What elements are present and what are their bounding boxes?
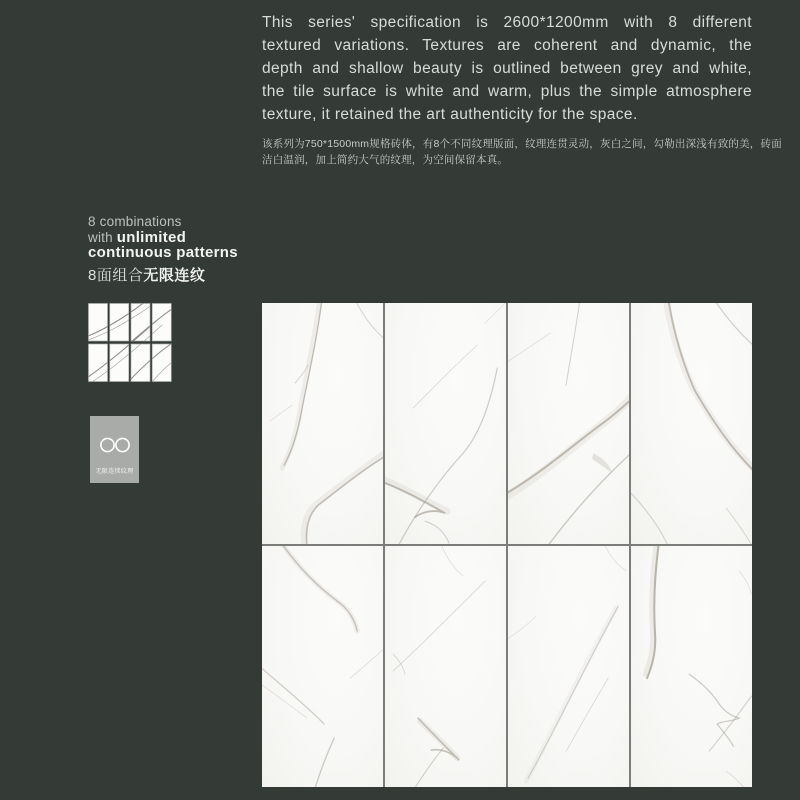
marble-texture <box>385 546 506 787</box>
combination-grid-icon-svg <box>88 303 172 382</box>
marble-tile-r2c4 <box>631 546 752 787</box>
intro-en-line-4: the tile surface is white and warm, plus the simple atmosphere <box>262 82 752 100</box>
marble-tile-r2c2 <box>385 546 506 787</box>
intro-zh-line-1: 该系列为750*1500mm规格砖体，有8个不同纹理版面，纹理连贯灵动，灰白之间，勾勒出深浅有致的美，砖面 <box>262 138 782 150</box>
intro-zh-line-2: 洁白温润，加上简约大气的纹理，为空间保留本真。 <box>262 153 509 166</box>
infinity-icon <box>98 437 132 453</box>
feature-zh-bold: 无限连纹 <box>143 266 206 284</box>
feature-line-1: 8 combinations <box>88 214 182 229</box>
marble-tile-r1c4 <box>631 303 752 544</box>
marble-texture <box>262 303 383 544</box>
feature-line-zh <box>88 268 238 284</box>
feature-block <box>88 214 238 283</box>
marble-texture <box>262 546 383 787</box>
intro-en-line-5: texture, it retained the art authenticity for the space. <box>262 105 638 123</box>
feature-zh-prefix: 8面组合 <box>88 266 144 284</box>
intro-paragraph-en <box>262 12 752 127</box>
marble-texture <box>508 303 629 544</box>
marble-tile-r1c2 <box>385 303 506 544</box>
tile-grid <box>262 303 752 787</box>
intro-en-line-2: textured variations. Textures are coherent and dynamic, the <box>262 36 752 54</box>
infinity-badge-caption: 无限连续纹理 <box>95 469 134 475</box>
infinity-badge <box>90 416 139 483</box>
marble-texture <box>631 303 752 544</box>
marble-texture <box>631 546 752 787</box>
intro-paragraph-zh <box>262 137 782 168</box>
marble-tile-r1c1 <box>262 303 383 544</box>
feature-line-2 <box>88 230 238 246</box>
marble-tile-r1c3 <box>508 303 629 544</box>
combination-grid-icon <box>88 303 172 382</box>
marble-tile-r2c1 <box>262 546 383 787</box>
intro-en-line-1: This series' specification is 2600*1200mm with 8 different <box>262 14 752 31</box>
marble-texture <box>508 546 629 787</box>
feature-line-2-prefix: with <box>88 229 117 245</box>
marble-texture <box>385 303 506 544</box>
feature-line-3: continuous patterns <box>88 244 238 262</box>
intro-en-line-3: depth and shallow beauty is outlined between grey and white, <box>262 59 752 77</box>
feature-line-2-bold: unlimited <box>116 228 187 246</box>
marble-tile-r2c3 <box>508 546 629 787</box>
